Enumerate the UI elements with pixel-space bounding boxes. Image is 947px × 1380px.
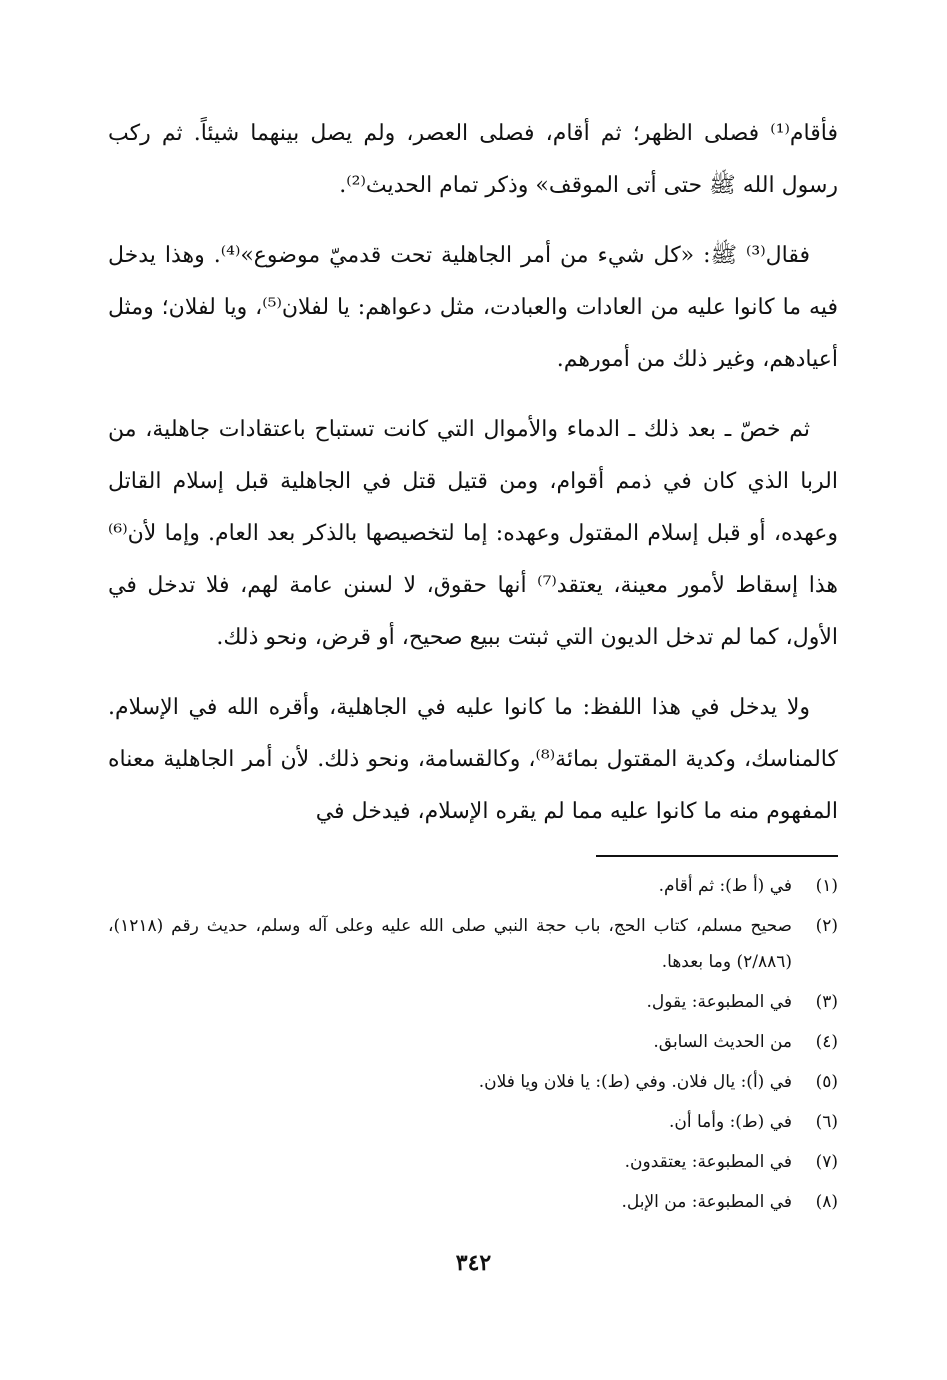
footnote-text: في (أ ط): ثم أقام. (658, 876, 792, 896)
footnote-1 (108, 868, 838, 904)
footnote-number: (١) (815, 876, 838, 896)
footnote-number: (٨) (815, 1192, 838, 1212)
footnote-8 (108, 1184, 838, 1220)
main-text (108, 108, 838, 856)
footnote-number: (٤) (815, 1032, 838, 1052)
footnote-text: من الحديث السابق. (653, 1032, 792, 1052)
footnote-4 (108, 1024, 838, 1060)
footnote-number: (٥) (815, 1072, 838, 1092)
footnote-text: في (ط): وأما أن. (668, 1112, 792, 1132)
footnote-5 (108, 1064, 838, 1100)
footnotes (108, 868, 838, 1224)
footnote-number: (٧) (815, 1152, 838, 1172)
footnote-3 (108, 984, 838, 1020)
footnote-2 (108, 908, 838, 980)
paragraph-3: ثم خصّ ـ بعد ذلك ـ الدماء والأموال التي كانت تستباح باعتقادات جاهلية، من الربا الذي كان في ذمم أقوام، ومن قتيل قتل في الجاهلية قبل إسلام القاتل وعهده، أو قبل إسلام المقتول وعهده: إما لتخصيصها بالذكر بعد العام. وإما لأن⁽⁶⁾ هذا إسقاط لأمور معينة، يعتقد⁽⁷⁾ أنها حقوق، لا لسنن عامة لهم، فلا تدخل في الأول، كما لم تدخل الديون التي ثبتت ببيع صحيح، أو قرض، ونحو ذلك. (108, 417, 838, 650)
paragraph-1: فأقام⁽¹⁾ فصلى الظهر؛ ثم أقام، فصلى العصر، ولم يصل بينهما شيئاً. ثم ركب رسول الله ﷺ حتى أتى الموقف» وذكر تمام الحديث⁽²⁾. (108, 121, 838, 198)
footnote-number: (٦) (815, 1112, 838, 1132)
footnote-separator (596, 855, 838, 857)
footnote-number: (٣) (815, 992, 838, 1012)
footnote-number: (٢) (815, 916, 838, 936)
paragraph-2: فقال⁽³⁾ ﷺ: «كل شيء من أمر الجاهلية تحت قدميّ موضوع»⁽⁴⁾. وهذا يدخل فيه ما كانوا عليه من العادات والعبادت، مثل دعواهم: يا لفلان⁽⁵⁾، ويا لفلان؛ ومثل أعيادهم، وغير ذلك من أمورهم. (108, 243, 838, 372)
page-number: ٣٤٢ (455, 1250, 492, 1276)
footnote-6 (108, 1104, 838, 1140)
footnote-text: في المطبوعة: يعتقدون. (624, 1152, 792, 1172)
paragraph-4: ولا يدخل في هذا اللفظ: ما كانوا عليه في الجاهلية، وأقره الله في الإسلام. كالمناسك، وكدية المقتول بمائة⁽⁸⁾، وكالقسامة، ونحو ذلك. لأن أمر الجاهلية معناه المفهوم منه ما كانوا عليه مما لم يقره الإسلام، فيدخل في (108, 695, 838, 824)
footnote-7 (108, 1144, 838, 1180)
footnote-text: في المطبوعة: من الإبل. (621, 1192, 792, 1212)
footnote-text: صحيح مسلم، كتاب الحج، باب حجة النبي صلى الله عليه وعلى آله وسلم، حديث رقم (١٢١٨)، (٢/٨٨٦) وما بعدها. (108, 916, 792, 972)
footnote-text: في المطبوعة: يقول. (646, 992, 792, 1012)
footnote-text: في (أ): يال فلان. وفي (ط): يا فلان ويا فلان. (478, 1072, 792, 1092)
